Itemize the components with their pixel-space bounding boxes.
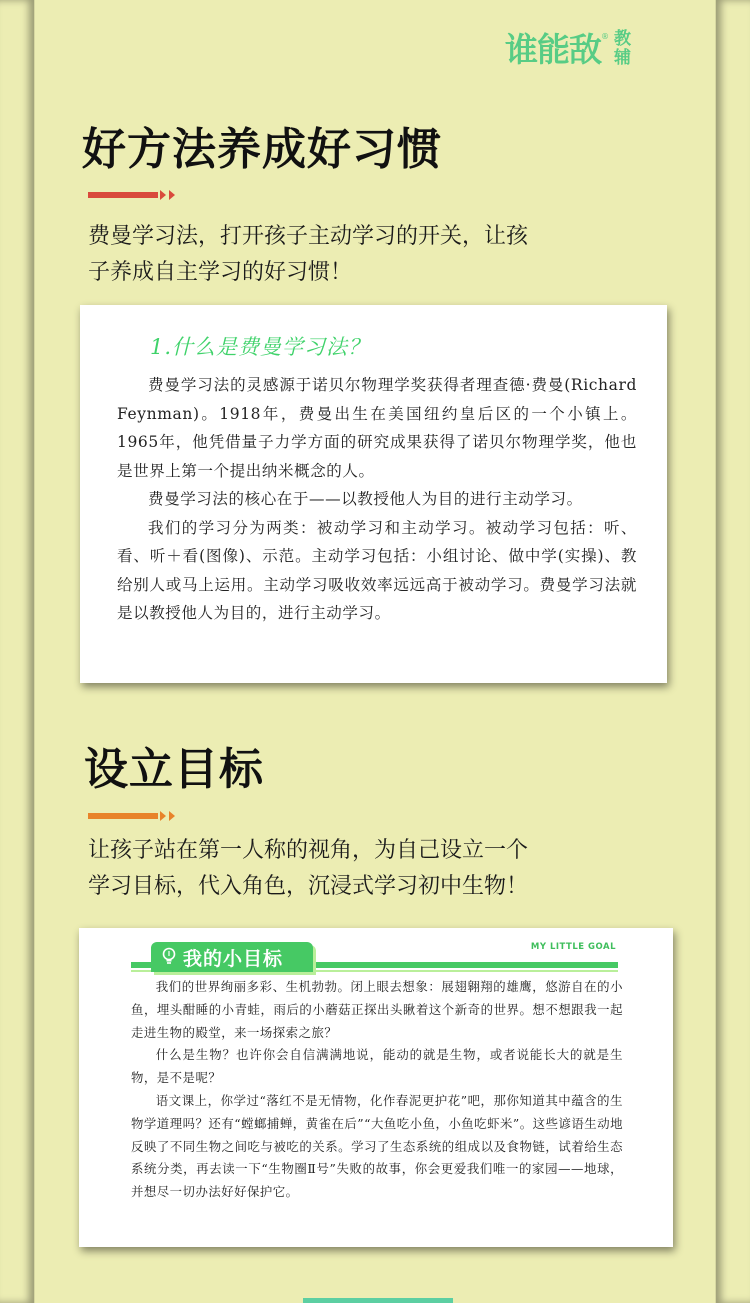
logo-main-text: 谁能敌 [505, 30, 601, 69]
section1-intro-line2: 子养成自主学习的好习惯！ [88, 260, 353, 285]
brand-logo [505, 30, 632, 70]
section1-heading: 好方法养成好习惯 [82, 124, 442, 175]
section2-heading: 设立目标 [84, 744, 264, 795]
logo-registered-mark: ® [601, 32, 609, 41]
goal-tab-title: 我的小目标 [183, 948, 284, 970]
section1-intro [88, 219, 568, 291]
feynman-card-title: 1.什么是费曼学习法？ [150, 335, 371, 359]
page-edge-left [0, 0, 35, 1303]
section1-intro-line1: 费曼学习法，打开孩子主动学习的开关，让孩 [88, 224, 529, 249]
lightbulb-icon [161, 947, 177, 965]
page-edge-right [715, 0, 750, 1303]
goal-card [79, 928, 673, 1247]
section2-intro-line2: 学习目标，代入角色，沉浸式学习初中生物！ [88, 874, 529, 899]
next-section-stub [303, 1298, 453, 1303]
section1-rule [88, 192, 175, 198]
section2-intro-line1: 让孩子站在第一人称的视角，为自己设立一个 [88, 838, 529, 863]
page [35, 0, 715, 1303]
goal-paragraph: 我们的世界绚丽多彩、生机勃勃。闭上眼去想象：展翅翱翔的雄鹰，悠游自在的小鱼，埋头酣睡的小青蛙，雨后的小蘑菇正探出头瞅着这个新奇的世界。想不想跟我一起走进生物的殿堂，来一场探索之旅？ [131, 979, 623, 1040]
section2-rule [88, 813, 175, 819]
goal-paragraph: 语文课上，你学过“落红不是无情物，化作春泥更护花”吧，那你知道其中蕴含的生物学道理吗？还有“螳螂捕蝉，黄雀在后”“大鱼吃小鱼，小鱼吃虾米”。这些谚语生动地反映了不同生物之间吃与被吃的关系。学习了生态系统的组成以及食物链，试着给生态系统分类，再去读一下“生物圈Ⅱ号”失败的故事，你会更爱我们唯一的家园——地球，并想尽一切办法好好保护它。 [131, 1092, 623, 1200]
goal-tab-english: MY LITTLE GOAL [530, 942, 616, 952]
feynman-card [80, 305, 667, 683]
section2-intro [88, 833, 568, 905]
feynman-paragraph: 费曼学习法的核心在于——以教授他人为目的进行主动学习。 [148, 490, 583, 508]
logo-sub-text: 教辅 [614, 29, 631, 68]
goal-paragraph: 什么是生物？也许你会自信满满地说，能动的就是生物，或者说能长大的就是生物，是不是呢？ [131, 1047, 623, 1086]
feynman-paragraph: 费曼学习法的灵感源于诺贝尔物理学奖获得者理查德·费曼(Richard Feynman)。1918年，费曼出生在美国纽约皇后区的一个小镇上。1965年，他凭借量子力学方面的研究成果获得了诺贝尔物理学奖，他也是世界上第一个提出纳米概念的人。 [117, 376, 637, 480]
feynman-paragraph: 我们的学习分为两类：被动学习和主动学习。被动学习包括：听、看、听＋看(图像)、示范。主动学习包括：小组讨论、做中学(实操)、教给别人或马上运用。主动学习吸收效率远远高于被动学习。费曼学习法就是以教授他人为目的，进行主动学习。 [117, 518, 637, 622]
goal-card-body [131, 976, 623, 1204]
feynman-card-body [117, 371, 637, 628]
